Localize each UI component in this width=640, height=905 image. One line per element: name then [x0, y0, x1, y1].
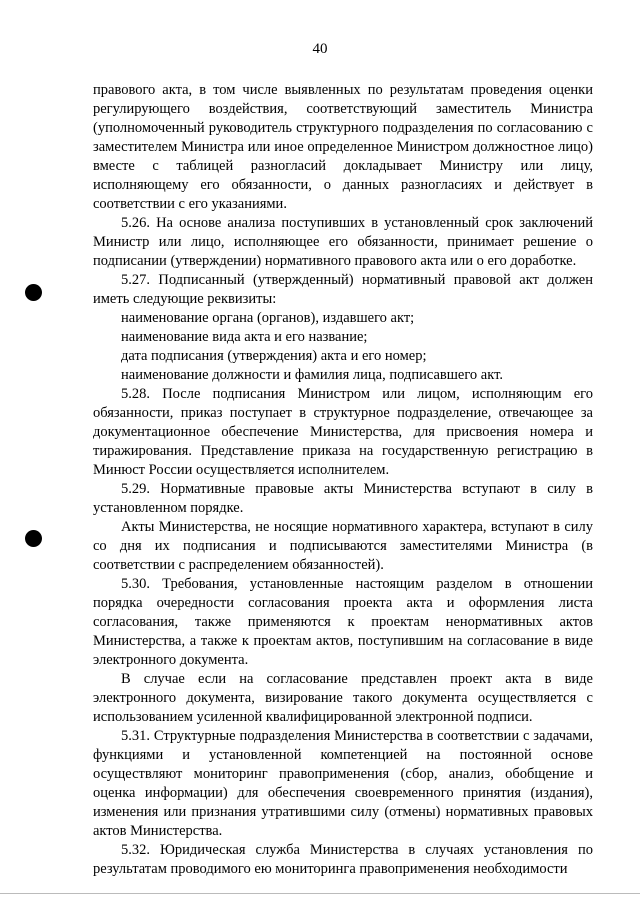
binder-hole-mark — [25, 284, 42, 301]
page-number: 40 — [312, 41, 328, 57]
paragraph-5-29: 5.29. Нормативные правовые акты Министерства вступают в силу в установленном порядке. — [93, 481, 593, 516]
requisite-item: наименование вида акта и его название; — [121, 329, 368, 345]
requisite-item: наименование органа (органов), издавшего акт; — [121, 310, 415, 326]
requisite-item: наименование должности и фамилия лица, подписавшего акт. — [121, 367, 503, 383]
paragraph: правового акта, в том числе выявленных по результатам проведения оценки регулирующего воздействия, соответствующий заместитель Министра (уполномоченный руководитель структурного подразделения по согласованию с заместителем Министра или иное определенное Министром должностное лицо) вместе с таблицей разногласий докладывает Министру или лицу, исполняющему его обязанности, о данных разногласиях и действует в соответствии с его указаниями. — [93, 82, 593, 212]
paragraph-5-28: 5.28. После подписания Министром или лицом, исполняющим его обязанности, приказ поступает в структурное подразделение, отвечающее за документационное обеспечение Министерства, для присвоения номера и тиражирования. Представление приказа на государственную регистрацию в Минюст России осуществляется исполнителем. — [93, 386, 593, 478]
paragraph: Акты Министерства, не носящие нормативного характера, вступают в силу со дня их подписания и подписываются заместителями Министра (в соответствии с распределением обязанностей). — [93, 519, 593, 573]
document-body — [93, 81, 593, 879]
paragraph-5-26: 5.26. На основе анализа поступивших в установленный срок заключений Министр или лицо, исполняющее его обязанности, принимает решение о подписании (утверждении) нормативного правового акта или о его доработке. — [93, 215, 593, 269]
scan-edge-line — [0, 893, 640, 894]
binder-hole-mark — [25, 530, 42, 547]
paragraph-5-30: 5.30. Требования, установленные настоящим разделом в отношении порядка очередности согласования проекта акта и оформления листа согласования, также применяются к проектам ненормативных актов Министерства, а также к проектам актов, поступившим на согласование в виде электронного документа. — [93, 576, 593, 668]
paragraph: В случае если на согласование представлен проект акта в виде электронного документа, визирование такого документа осуществляется с использованием усиленной квалифицированной электронной подписи. — [93, 671, 593, 725]
paragraph-5-27: 5.27. Подписанный (утвержденный) нормативный правовой акт должен иметь следующие реквизиты: — [93, 272, 593, 307]
paragraph-5-32: 5.32. Юридическая служба Министерства в случаях установления по результатам проводимого ею мониторинга правоприменения необходимости — [93, 842, 593, 877]
paragraph-5-31: 5.31. Структурные подразделения Министерства в соответствии с задачами, функциями и установленной компетенцией на постоянной основе осуществляют мониторинг правоприменения (сбор, анализ, обобщение и оценка информации) для обеспечения своевременного принятия (издания), изменения или признания утратившими силу (отмены) нормативных правовых актов Министерства. — [93, 728, 593, 839]
requisite-item: дата подписания (утверждения) акта и его номер; — [121, 348, 427, 364]
